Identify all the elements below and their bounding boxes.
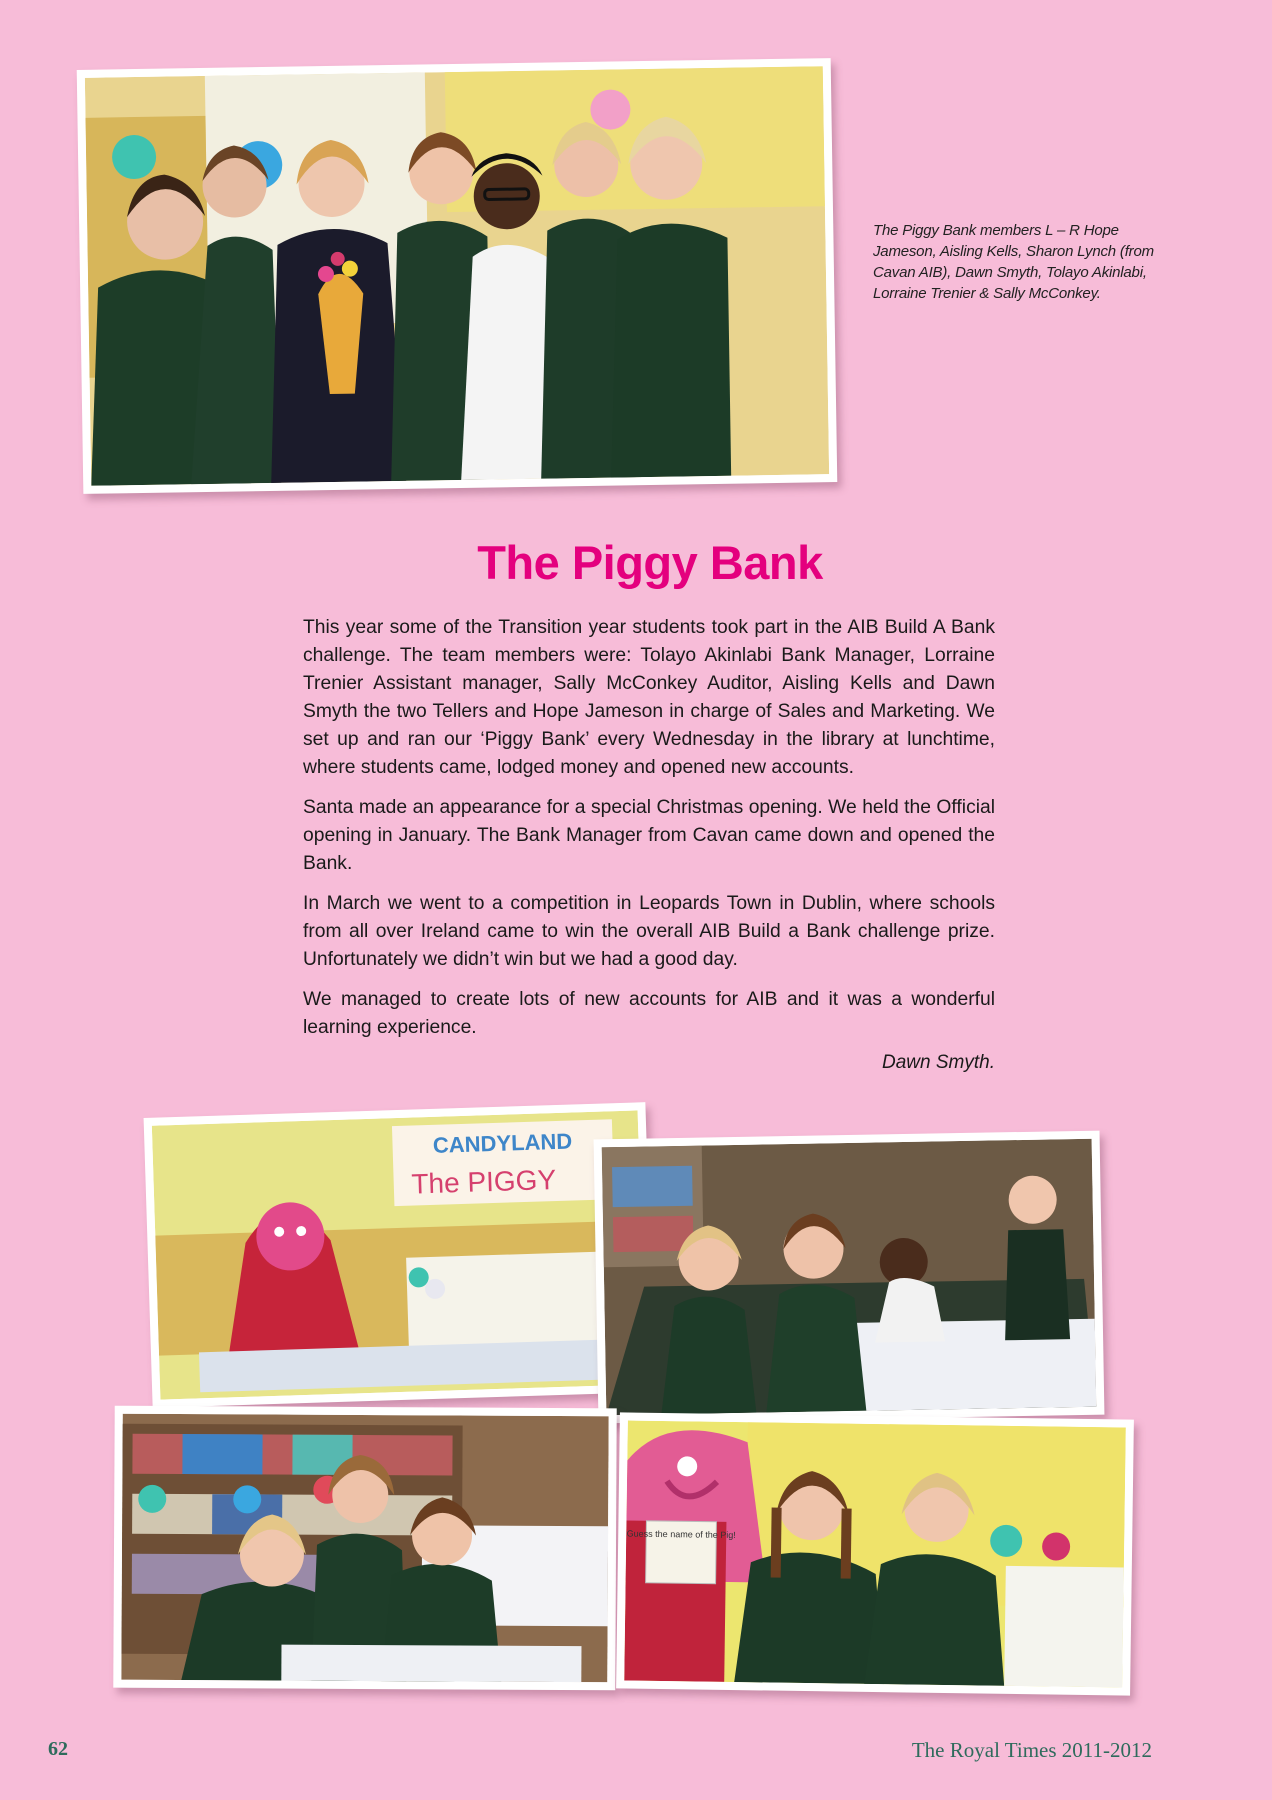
article-paragraph: Santa made an appearance for a special Christmas opening. We held the Official opening in January. The Bank Manager from Cavan came down and opened the Bank. [303,797,995,874]
page-number: 62 [48,1738,68,1760]
students-table-photo [594,1131,1105,1424]
photo-caption: The Piggy Bank members L – R Hope Jameson, Aisling Kells, Sharon Lynch (from Cavan AIB), Dawn Smyth, Tolayo Akinlabi, Lorraine Trenier & Sally McConkey. [873,222,1154,302]
group-photo-image [85,66,829,486]
piggy-sign-text: The PIGGY [410,1164,557,1200]
piggy-display-image [152,1110,646,1399]
author-signature: Dawn Smyth. [882,1052,995,1073]
library-students-photo [113,1406,616,1691]
piggy-display-photo [144,1102,655,1408]
students-table-image [602,1139,1097,1416]
article-paragraph: We managed to create lots of new accounts for AIB and it was a wonderful learning experience. [303,989,995,1038]
pig-students-image [624,1421,1126,1688]
article-paragraph: In March we went to a competition in Leopards Town in Dublin, where schools from all over Ireland came to win the overall AIB Build a Bank challenge prize. Unfortunately we didn’t win but we had a good day. [303,893,995,970]
article-title: The Piggy Bank [477,536,823,589]
article-paragraph: This year some of the Transition year students took part in the AIB Build A Bank challenge. The team members were: Tolayo Akinlabi Bank Manager, Lorraine Trenier Assistant manager, Sally McConkey Auditor, Aisling Kells and Dawn Smyth the two Tellers and Hope Jameson in charge of Sales and Marketing. We set up and ran our ‘Piggy Bank’ every Wednesday in the library at lunchtime, where students came, lodged money and opened new accounts. [303,617,995,778]
publication-title: The Royal Times 2011-2012 [911,1738,1152,1762]
article-body [303,614,995,1054]
pig-students-photo [616,1412,1134,1695]
library-students-image [121,1414,608,1683]
guess-sign-text: Guess the name of the Pig! [626,1528,736,1541]
candyland-sign-text: CANDYLAND [432,1128,573,1158]
group-photo [77,58,838,494]
